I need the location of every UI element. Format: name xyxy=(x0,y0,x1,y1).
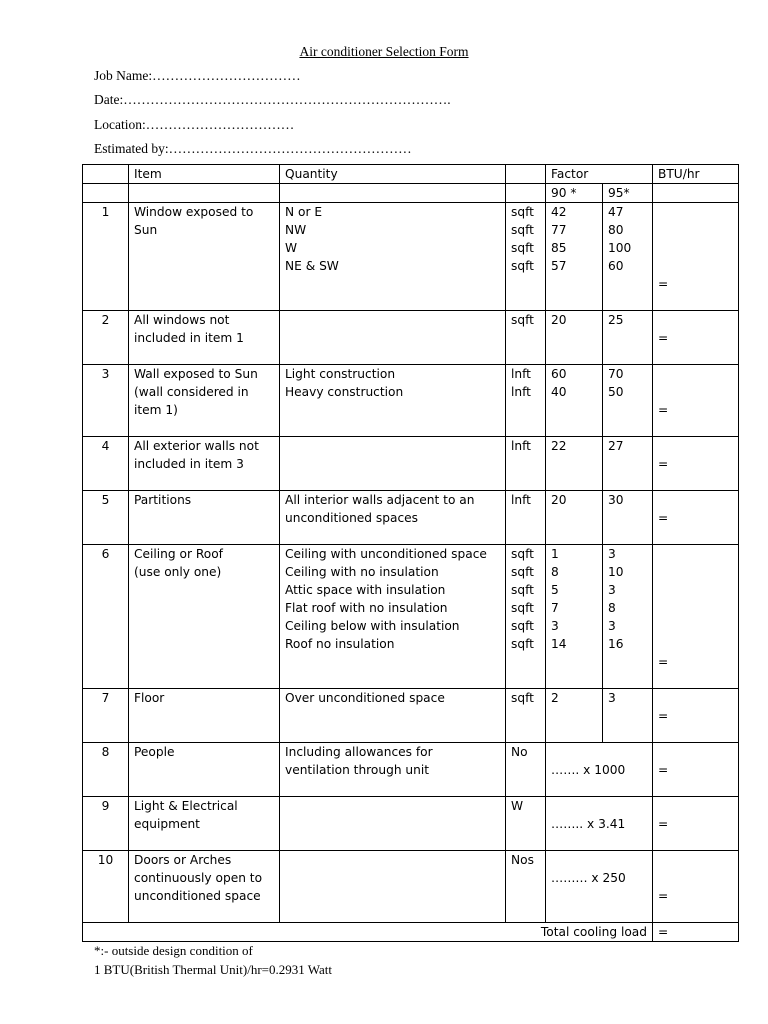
factor-90-value: 3 xyxy=(551,619,559,633)
header-factor-90: 90 * xyxy=(546,184,603,203)
quantity-text: Heavy construction xyxy=(285,385,404,399)
quantity-text: Flat roof with no insulation xyxy=(285,601,448,615)
quantity-text: Ceiling below with insulation xyxy=(285,619,460,633)
quantity-text: N or E xyxy=(285,205,323,219)
factor-95-cell xyxy=(603,365,653,437)
header-btu: BTU/hr xyxy=(653,165,739,184)
unit-text: sqft xyxy=(511,691,534,705)
factor-90-cell xyxy=(546,365,603,437)
quantity-text: Attic space with insulation xyxy=(285,583,446,597)
factor-90-value: 8 xyxy=(551,565,559,579)
location-field xyxy=(94,117,294,133)
btu-equals: = xyxy=(658,331,669,345)
item-text: Window exposed to xyxy=(134,205,254,219)
unit-text: sqft xyxy=(511,637,534,651)
factor-95-cell xyxy=(603,437,653,491)
header-item: Item xyxy=(129,165,280,184)
unit-text: sqft xyxy=(511,547,534,561)
unit-text: sqft xyxy=(511,241,534,255)
item-cell xyxy=(129,437,280,491)
quantity-text: Including allowances for xyxy=(285,745,433,759)
unit-cell xyxy=(506,797,546,851)
quantity-text: NE & SW xyxy=(285,259,339,273)
quantity-cell xyxy=(280,203,506,311)
quantity-text: Over unconditioned space xyxy=(285,691,445,705)
quantity-text: unconditioned spaces xyxy=(285,511,419,525)
unit-text: sqft xyxy=(511,583,534,597)
factor-90-value: 42 xyxy=(551,205,567,219)
btu-cell[interactable] xyxy=(653,797,739,851)
factor-95-value: 3 xyxy=(608,691,616,705)
factor-multiplier: ……. x 1000 xyxy=(551,763,626,777)
table-row xyxy=(83,365,739,437)
unit-text: sqft xyxy=(511,565,534,579)
total-cooling-load-value[interactable]: = xyxy=(653,923,739,942)
btu-cell[interactable] xyxy=(653,491,739,545)
unit-text: No xyxy=(511,745,528,759)
job-name-field xyxy=(94,68,301,84)
factor-95-value: 3 xyxy=(608,583,616,597)
table-row xyxy=(83,203,739,311)
item-text: Sun xyxy=(134,223,158,237)
btu-equals: = xyxy=(658,709,669,723)
item-text: continuously open to xyxy=(134,871,263,885)
factor-95-cell xyxy=(603,689,653,743)
item-text: Partitions xyxy=(134,493,192,507)
item-cell xyxy=(129,311,280,365)
header-factor-95: 95* xyxy=(603,184,653,203)
btu-equals: = xyxy=(658,277,669,291)
quantity-text: All interior walls adjacent to an xyxy=(285,493,475,507)
item-number: 2 xyxy=(83,311,129,365)
fill-in-line: ………………………………………………………………. xyxy=(123,92,451,107)
factor-90-value: 20 xyxy=(551,313,567,327)
unit-text: sqft xyxy=(511,223,534,237)
btu-cell[interactable] xyxy=(653,311,739,365)
btu-equals: = xyxy=(658,763,669,777)
factor-90-value: 5 xyxy=(551,583,559,597)
unit-text: sqft xyxy=(511,259,534,273)
factor-multiplier-cell xyxy=(546,851,653,923)
item-text: Wall exposed to Sun xyxy=(134,367,258,381)
factor-95-value: 10 xyxy=(608,565,624,579)
btu-equals: = xyxy=(658,889,669,903)
item-number: 5 xyxy=(83,491,129,545)
factor-multiplier-cell xyxy=(546,797,653,851)
btu-cell[interactable] xyxy=(653,437,739,491)
selection-table xyxy=(82,164,739,942)
item-number: 4 xyxy=(83,437,129,491)
item-number: 7 xyxy=(83,689,129,743)
factor-95-value: 30 xyxy=(608,493,624,507)
factor-90-value: 40 xyxy=(551,385,567,399)
item-cell xyxy=(129,689,280,743)
quantity-cell xyxy=(280,797,506,851)
fill-in-line: …………………………… xyxy=(152,68,301,83)
form-title: Air conditioner Selection Form xyxy=(299,44,469,59)
unit-text: sqft xyxy=(511,619,534,633)
factor-90-value: 22 xyxy=(551,439,567,453)
btu-equals: = xyxy=(658,403,669,417)
factor-95-value: 50 xyxy=(608,385,624,399)
quantity-cell xyxy=(280,689,506,743)
quantity-cell xyxy=(280,851,506,923)
unit-text: lnft xyxy=(511,385,531,399)
item-number: 8 xyxy=(83,743,129,797)
factor-90-cell xyxy=(546,545,603,689)
item-text: equipment xyxy=(134,817,200,831)
total-cooling-load-label: Total cooling load xyxy=(83,923,653,942)
fill-in-line: ……………………………………………… xyxy=(168,141,412,156)
item-text: (wall considered in xyxy=(134,385,249,399)
factor-multiplier: ……… x 250 xyxy=(551,871,626,885)
factor-90-cell xyxy=(546,491,603,545)
table-row xyxy=(83,851,739,923)
item-text: People xyxy=(134,745,175,759)
quantity-text: ventilation through unit xyxy=(285,763,430,777)
unit-text: lnft xyxy=(511,367,531,381)
quantity-cell xyxy=(280,545,506,689)
factor-90-value: 20 xyxy=(551,493,567,507)
factor-90-value: 85 xyxy=(551,241,567,255)
item-cell xyxy=(129,851,280,923)
item-text: included in item 1 xyxy=(134,331,244,345)
fill-in-line: …………………………… xyxy=(145,117,295,132)
table-row xyxy=(83,437,739,491)
table-row xyxy=(83,797,739,851)
item-number: 3 xyxy=(83,365,129,437)
unit-cell xyxy=(506,203,546,311)
footnote-btu-conversion: 1 BTU(British Thermal Unit)/hr=0.2931 Watt xyxy=(94,962,332,977)
unit-text: lnft xyxy=(511,439,531,453)
date-field xyxy=(94,92,451,108)
unit-text: lnft xyxy=(511,493,531,507)
footnote-design-condition: *:- outside design condition of xyxy=(94,943,253,958)
quantity-cell xyxy=(280,491,506,545)
factor-multiplier-cell xyxy=(546,743,653,797)
item-text: Floor xyxy=(134,691,165,705)
factor-95-value: 100 xyxy=(608,241,632,255)
factor-90-value: 60 xyxy=(551,367,567,381)
item-cell xyxy=(129,365,280,437)
item-text: Doors or Arches xyxy=(134,853,232,867)
unit-cell xyxy=(506,437,546,491)
header-factor: Factor xyxy=(546,165,653,184)
item-text: All exterior walls not xyxy=(134,439,259,453)
unit-text: sqft xyxy=(511,205,534,219)
factor-90-cell xyxy=(546,203,603,311)
factor-90-value: 14 xyxy=(551,637,567,651)
unit-text: W xyxy=(511,799,524,813)
factor-90-cell xyxy=(546,437,603,491)
item-number: 1 xyxy=(83,203,129,311)
factor-95-value: 8 xyxy=(608,601,616,615)
quantity-cell xyxy=(280,437,506,491)
quantity-text: W xyxy=(285,241,298,255)
factor-95-value: 16 xyxy=(608,637,624,651)
unit-cell xyxy=(506,491,546,545)
factor-95-value: 60 xyxy=(608,259,624,273)
item-cell xyxy=(129,743,280,797)
unit-text: Nos xyxy=(511,853,534,867)
btu-equals: = xyxy=(658,817,669,831)
item-text: unconditioned space xyxy=(134,889,261,903)
item-text: Ceiling or Roof xyxy=(134,547,223,561)
btu-equals: = xyxy=(658,511,669,525)
unit-cell xyxy=(506,365,546,437)
field-label: Job Name: xyxy=(94,68,153,83)
item-cell xyxy=(129,203,280,311)
factor-95-cell xyxy=(603,203,653,311)
item-cell xyxy=(129,797,280,851)
unit-cell xyxy=(506,851,546,923)
item-text: item 1) xyxy=(134,403,178,417)
factor-90-cell xyxy=(546,311,603,365)
item-text: included in item 3 xyxy=(134,457,244,471)
item-number: 10 xyxy=(83,851,129,923)
unit-cell xyxy=(506,689,546,743)
field-label: Estimated by: xyxy=(94,141,169,156)
unit-cell xyxy=(506,311,546,365)
quantity-text: Light construction xyxy=(285,367,396,381)
factor-90-value: 57 xyxy=(551,259,567,273)
total-row xyxy=(83,923,739,942)
factor-95-cell xyxy=(603,545,653,689)
item-number: 9 xyxy=(83,797,129,851)
btu-cell[interactable] xyxy=(653,743,739,797)
btu-equals: = xyxy=(658,655,669,669)
factor-95-value: 3 xyxy=(608,547,616,561)
table-row xyxy=(83,743,739,797)
unit-cell xyxy=(506,743,546,797)
btu-cell[interactable] xyxy=(653,689,739,743)
quantity-text: Roof no insulation xyxy=(285,637,395,651)
subheader-row xyxy=(83,184,739,203)
btu-cell[interactable] xyxy=(653,365,739,437)
factor-95-cell xyxy=(603,311,653,365)
quantity-cell xyxy=(280,365,506,437)
factor-95-value: 80 xyxy=(608,223,624,237)
table-row xyxy=(83,311,739,365)
unit-text: sqft xyxy=(511,601,534,615)
field-label: Location: xyxy=(94,117,146,132)
item-number: 6 xyxy=(83,545,129,689)
factor-90-value: 1 xyxy=(551,547,559,561)
quantity-text: Ceiling with unconditioned space xyxy=(285,547,487,561)
item-cell xyxy=(129,491,280,545)
factor-90-value: 2 xyxy=(551,691,559,705)
btu-cell[interactable] xyxy=(653,851,739,923)
estimated-by-field xyxy=(94,141,412,157)
btu-cell[interactable] xyxy=(653,203,739,311)
field-label: Date: xyxy=(94,92,124,107)
factor-95-value: 27 xyxy=(608,439,624,453)
table-row xyxy=(83,491,739,545)
quantity-cell xyxy=(280,743,506,797)
header-quantity: Quantity xyxy=(280,165,506,184)
quantity-cell xyxy=(280,311,506,365)
unit-text: sqft xyxy=(511,313,534,327)
factor-90-cell xyxy=(546,689,603,743)
factor-multiplier: …….. x 3.41 xyxy=(551,817,626,831)
header-row xyxy=(83,165,739,184)
btu-equals: = xyxy=(658,457,669,471)
item-text: (use only one) xyxy=(134,565,222,579)
factor-95-value: 25 xyxy=(608,313,624,327)
factor-95-value: 3 xyxy=(608,619,616,633)
quantity-text: NW xyxy=(285,223,307,237)
quantity-text: Ceiling with no insulation xyxy=(285,565,439,579)
unit-cell xyxy=(506,545,546,689)
factor-95-value: 70 xyxy=(608,367,624,381)
item-text: All windows not xyxy=(134,313,230,327)
factor-90-value: 77 xyxy=(551,223,567,237)
factor-95-value: 47 xyxy=(608,205,624,219)
table-row xyxy=(83,545,739,689)
item-cell xyxy=(129,545,280,689)
table-row xyxy=(83,689,739,743)
factor-95-cell xyxy=(603,491,653,545)
btu-cell[interactable] xyxy=(653,545,739,689)
factor-90-value: 7 xyxy=(551,601,559,615)
item-text: Light & Electrical xyxy=(134,799,238,813)
